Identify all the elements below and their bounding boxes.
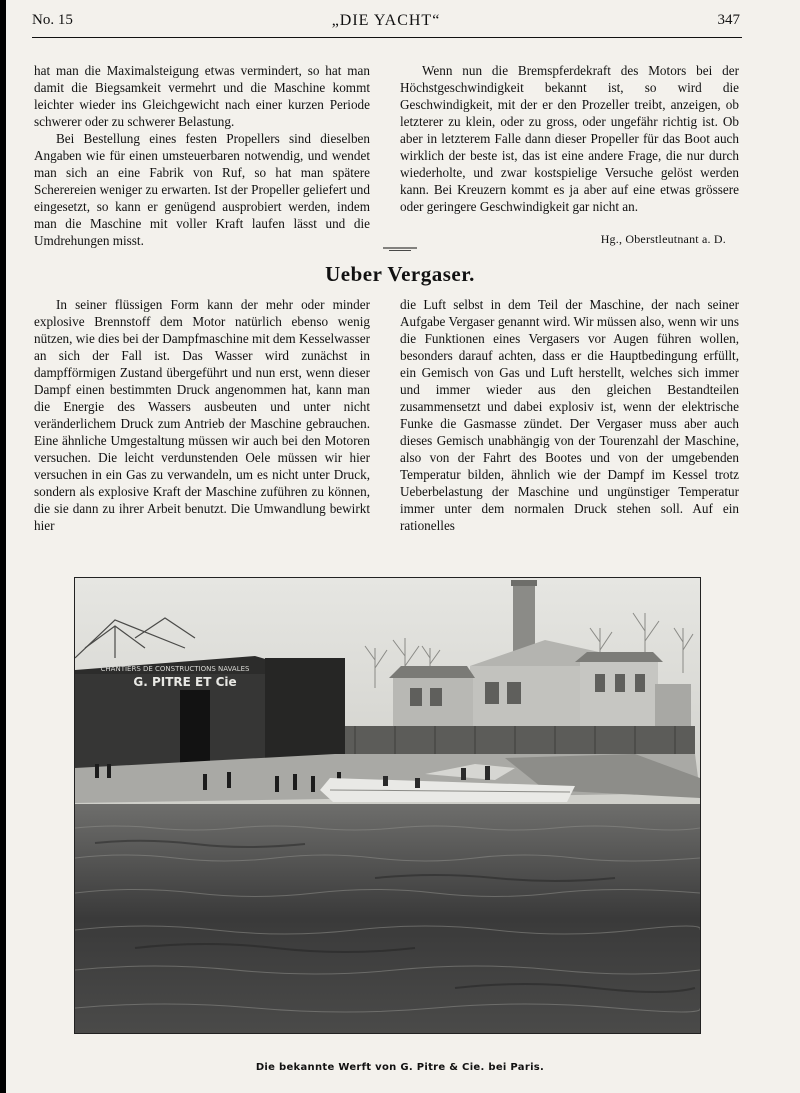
article-col1 [34,296,370,534]
shipyard-illustration [75,578,700,1033]
prev-article-col2 [400,62,739,215]
section-ornament [383,246,417,252]
sign-line-2: G. PITRE ET Cie [133,675,237,689]
article-title: Ueber Vergaser. [325,262,475,286]
page-number: 347 [717,12,740,28]
sign-line-1: CHANTIERS DE CONSTRUCTIONS NAVALES [100,665,250,673]
article-col2 [400,296,739,534]
issue-number: No. 15 [32,12,73,28]
photo-caption: Die bekannte Werft von G. Pitre & Cie. bei Paris. [255,1062,545,1073]
journal-title: „DIE YACHT“ [331,12,441,29]
paragraph: Wenn nun die Bremspferdekraft des Motors bei der Höchstgeschwindigkeit bekannt ist, so wird die Geschwindigkeit, mit der er den Prozeller treibt, anzeigen, ob letzterer zu klein, oder zu gross, oder ungefähr richtig ist. Ob aber in letzterem Falle dann dieser Propeller für das Boot auch wirklich der beste ist, das ist eine andere Frage, die nur durch wiederholte, und zwar kostspielige Versuche gelöst werden kann. Bei Kreuzern kommt es ja aber auf eine etwas grössere oder geringere Geschwindigkeit gar nicht an. [400,63,739,214]
paragraph: In seiner flüssigen Form kann der mehr oder minder explosive Brennstoff dem Motor natürlich ebenso wenig nützen, wie dies bei der Dampfmaschine mit dem Kesselwasser an sich der Fall ist. Das Wasser wird zunächst in dampfförmigen Zustand übergeführt und nun erst, wenn dieser Dampf einen bestimmten Druck angenommen hat, kann man die Energie des Wassers ausbeuten und unter nicht veränderlichem Druck zum Antrieb der Maschine gebrauchen. Eine ähnliche Umgestaltung müssen wir auch bei den Motoren versuchen. Die leicht verdunstenden Oele müssen wir hier versuchen in ein Gas zu verwandeln, um es nicht unter Druck, sondern als explosive Kraft der Maschine zuführen zu können, die sie dann zu ihrer Arbeit benutzt. Die Umwandlung bewirkt hier [34,297,370,533]
page-edge [0,0,6,1093]
prev-article-col1 [34,62,370,249]
paragraph: Bei Bestellung eines festen Propellers sind dieselben Angaben wie für einen umsteuerbaren notwendig, und wendet man sich an eine Fabrik von Ruf, so hat man spätere Scherereien weniger zu erwarten. Ist der Propeller geliefert und eingesetzt, so kann er genügend ausprobiert werden, indem man die Maschine mit voller Kraft laufen lässt und die Umdrehungen misst. [34,131,370,248]
shipyard-photo [74,577,701,1034]
paragraph: hat man die Maximalsteigung etwas vermindert, so hat man damit die Biegsamkeit vermehrt und die Maschine kommt leichter wieder ins Gleichgewicht nach einer kurzen Periode schwerer oder zu schwerer Belastung. [34,63,370,129]
running-header [32,12,740,34]
header-rule [32,37,742,38]
paragraph: die Luft selbst in dem Teil der Maschine, der nach seiner Aufgabe Vergaser genannt wird. Wir müssen also, wenn wir uns die Funktionen eines Vergasers vor Augen führen wollen, besonders darauf achten, dass er die Hauptbedingung erfüllt, ein Gemisch von Gas und Luft herstellt, welches sich immer und immer wieder aus den gleichen Bestandteilen zusammensetzt und dabei explosiv ist, wenn der elektrische Funke die Gasmasse zündet. Der Vergaser muss aber auch dieses Gemisch unabhängig von der Tourenzahl der Maschine, also von der Fahrt des Bootes und von der umgebenden Temperatur bilden, ähnlich wie der Dampf im Kessel trotz Ueberbelastung der Maschine und ungünstiger Temperatur immer unter dem normalen Druck stehen soll. Auf ein rationelles [400,297,739,533]
author-signature: Hg., Oberstleutnant a. D. [600,232,726,246]
